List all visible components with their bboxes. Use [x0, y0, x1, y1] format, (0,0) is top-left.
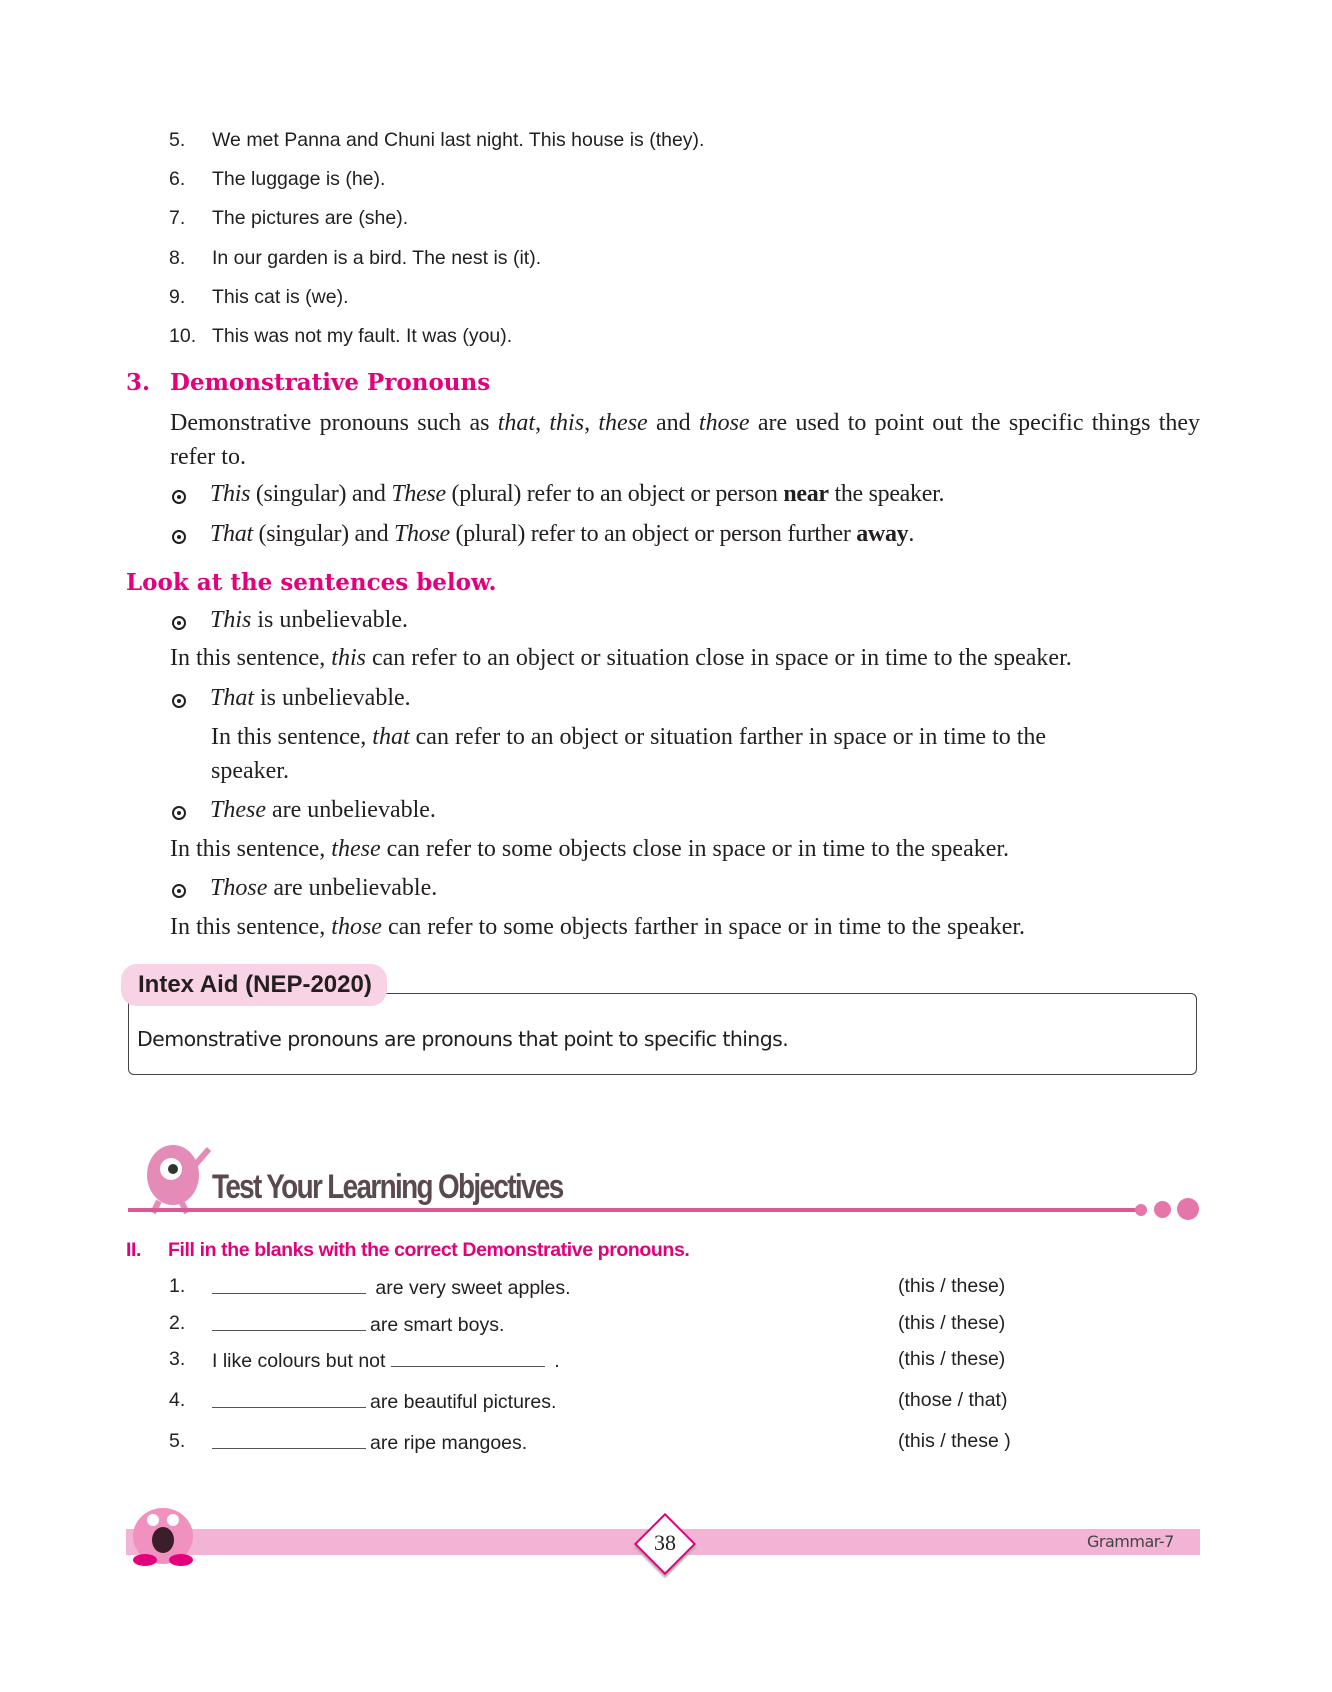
blank-input[interactable]	[212, 1389, 366, 1408]
example-sentence: That is unbelievable.	[210, 685, 411, 711]
exercise-item: 5. are ripe mangoes. (this / these )	[169, 1430, 1011, 1454]
blank-input[interactable]	[212, 1430, 366, 1449]
dot-icon	[1177, 1198, 1199, 1220]
monster-mascot-icon	[123, 1498, 205, 1568]
exercise-instruction: II. Fill in the blanks with the correct Demonstrative pronouns.	[126, 1239, 690, 1261]
book-title: Grammar-7	[1087, 1532, 1174, 1551]
item-text: We met Panna and Chuni last night. This house is (they).	[212, 129, 705, 151]
item-text: The pictures are (she).	[212, 207, 409, 229]
item-number: 9.	[169, 286, 186, 308]
blank-input[interactable]	[391, 1348, 545, 1367]
look-heading: Look at the sentences below.	[126, 569, 497, 596]
list-item	[0, 129, 1332, 153]
bullet-icon	[172, 806, 186, 820]
options-hint: (this / these)	[898, 1312, 1006, 1334]
list-item	[0, 286, 1332, 310]
list-item	[0, 168, 1332, 192]
blank-input[interactable]	[212, 1312, 366, 1331]
item-number: 5.	[169, 129, 186, 151]
options-hint: (this / these )	[898, 1430, 1011, 1452]
example-sentence: These are unbelievable.	[210, 797, 436, 823]
exercise-item: 1. are very sweet apples. (this / these)	[169, 1275, 1006, 1299]
section-number: 3.	[126, 369, 151, 396]
dot-icon	[1154, 1201, 1171, 1218]
exercise-item: 4. are beautiful pictures. (those / that)	[169, 1389, 1008, 1413]
example-sentence: This is unbelievable.	[210, 607, 408, 633]
exercise-item: 3. I like colours but not . (this / these)	[169, 1348, 1006, 1372]
bullet-icon	[172, 884, 186, 898]
intex-aid-tab: Intex Aid (NEP-2020)	[121, 964, 387, 1006]
list-item	[0, 325, 1332, 349]
bullet-icon	[172, 694, 186, 708]
item-text: The luggage is (he).	[212, 168, 386, 190]
bullet-icon	[172, 616, 186, 630]
item-number: 6.	[169, 168, 186, 190]
options-hint: (this / these)	[898, 1348, 1006, 1370]
bullet-icon	[172, 530, 186, 544]
intro-paragraph: Demonstrative pronouns such as that, this, these and those are used to point out the specific things they refer to.	[170, 410, 1201, 470]
list-item	[0, 207, 1332, 231]
intex-aid-text: Demonstrative pronouns are pronouns that point to specific things.	[137, 1027, 789, 1051]
objectives-divider	[128, 1208, 1138, 1212]
objectives-heading: Test Your Learning Objectives	[212, 1168, 563, 1206]
page-number: 38	[654, 1530, 676, 1555]
exercise-item: 2. are smart boys. (this / these)	[169, 1312, 1006, 1336]
rule-near: This (singular) and These (plural) refer to an object or person near the speaker.	[210, 481, 945, 507]
example-explanation-cont: speaker.	[211, 758, 289, 784]
item-text: This cat is (we).	[212, 286, 349, 308]
mascot-icon	[135, 1135, 215, 1215]
example-explanation: In this sentence, those can refer to some objects farther in space or in time to the speaker.	[170, 914, 1026, 940]
item-number: 7.	[169, 207, 186, 229]
item-text: In our garden is a bird. The nest is (it).	[212, 247, 542, 269]
options-hint: (those / that)	[898, 1389, 1008, 1411]
item-number: 10.	[169, 325, 197, 347]
example-explanation: In this sentence, that can refer to an object or situation farther in space or in time to the	[211, 724, 1047, 750]
bullet-icon	[172, 490, 186, 504]
dot-icon	[1135, 1204, 1147, 1216]
item-number: 8.	[169, 247, 186, 269]
rule-away: That (singular) and Those (plural) refer to an object or person further away.	[210, 521, 915, 547]
example-sentence: Those are unbelievable.	[210, 875, 438, 901]
example-explanation: In this sentence, this can refer to an object or situation close in space or in time to the speaker.	[170, 645, 1072, 671]
options-hint: (this / these)	[898, 1275, 1006, 1297]
section-heading	[126, 369, 490, 396]
item-text: This was not my fault. It was (you).	[212, 325, 513, 347]
example-explanation: In this sentence, these can refer to some objects close in space or in time to the speaker.	[170, 836, 1010, 862]
list-item	[0, 247, 1332, 271]
section-title: Demonstrative Pronouns	[170, 369, 491, 396]
blank-input[interactable]	[212, 1275, 366, 1294]
